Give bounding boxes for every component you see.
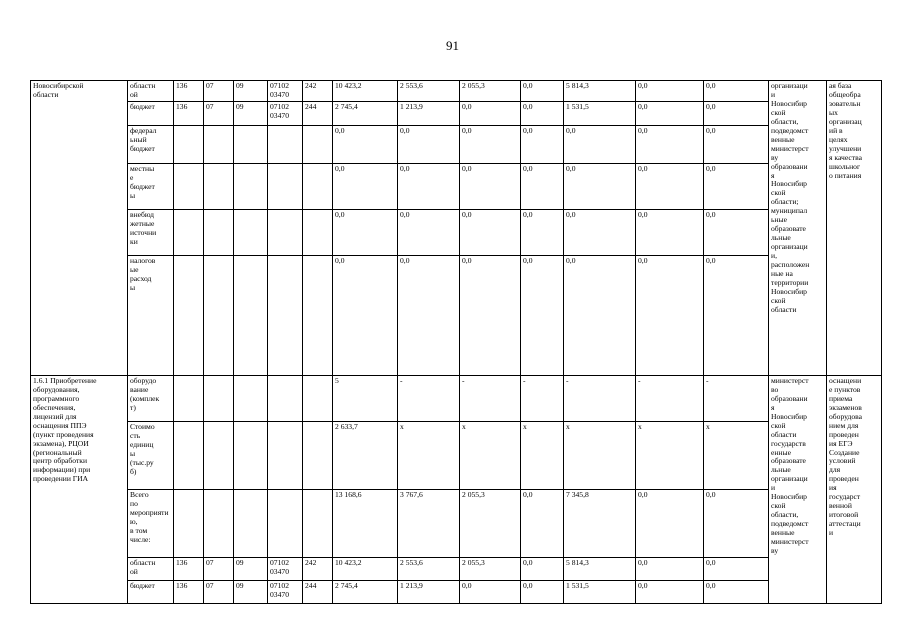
cell-y6: 0,0	[704, 81, 769, 102]
table-row	[31, 421, 882, 489]
cell-total: 0,0	[333, 163, 398, 209]
cell-grbs	[174, 125, 204, 163]
cell-vr	[303, 125, 333, 163]
cell-y5: 0,0	[636, 125, 704, 163]
cell-grbs	[174, 209, 204, 255]
cell-y2: 0,0	[460, 580, 521, 603]
cell-y5: 0,0	[636, 255, 704, 375]
cell-y4: -	[564, 375, 636, 421]
cell-rz: 07	[204, 580, 234, 603]
cell-total: 13 168,6	[333, 489, 398, 557]
cell-y3: 0,0	[521, 101, 564, 125]
table-row	[31, 375, 882, 421]
cell-y2: -	[460, 375, 521, 421]
cell-total: 10 423,2	[333, 81, 398, 102]
cell-rz	[204, 489, 234, 557]
cell-rz	[204, 255, 234, 375]
table-row	[31, 255, 882, 375]
cell-csr: 07102 03470	[268, 580, 303, 603]
cell-y1: 0,0	[398, 255, 460, 375]
cell-y6: 0,0	[704, 580, 769, 603]
executor-cell: министерст во образовани я Новосибир ской области государств енные образовате льные организаци и Новосибир ской области, подведомст венные министерст ву	[769, 375, 827, 603]
cell-csr	[268, 375, 303, 421]
cell-csr	[268, 489, 303, 557]
cell-vr	[303, 421, 333, 489]
cell-grbs	[174, 489, 204, 557]
cell-source: внебюд жетные источни ки	[128, 209, 174, 255]
cell-y2: 2 055,3	[460, 489, 521, 557]
executor-cell: организаци и Новосибир ской области, подведомст венные министерст ву образовани я Новосибир ской области; муниципал ьные образовате льные организаци и, расположен ные на территории Новосибир ской области	[769, 81, 827, 376]
cell-y1: 0,0	[398, 125, 460, 163]
cell-y2: 0,0	[460, 163, 521, 209]
cell-source: областн ой	[128, 557, 174, 580]
cell-vr	[303, 489, 333, 557]
program-table	[30, 80, 882, 604]
table-row	[31, 81, 882, 102]
cell-total: 2 633,7	[333, 421, 398, 489]
cell-csr: 07102 03470	[268, 557, 303, 580]
cell-rz: 07	[204, 557, 234, 580]
cell-pr	[234, 163, 268, 209]
cell-rz: 07	[204, 101, 234, 125]
cell-y1: х	[398, 421, 460, 489]
cell-y1: 1 213,9	[398, 580, 460, 603]
cell-y2: 0,0	[460, 209, 521, 255]
cell-y5: 0,0	[636, 209, 704, 255]
cell-pr: 09	[234, 81, 268, 102]
cell-y5: 0,0	[636, 489, 704, 557]
cell-pr	[234, 125, 268, 163]
cell-vr	[303, 255, 333, 375]
cell-source: бюджет	[128, 580, 174, 603]
cell-y3: 0,0	[521, 81, 564, 102]
cell-y3: 0,0	[521, 125, 564, 163]
cell-y4: 0,0	[564, 255, 636, 375]
table-row	[31, 101, 882, 125]
cell-y3: 0,0	[521, 557, 564, 580]
cell-csr	[268, 163, 303, 209]
cell-y3: 0,0	[521, 580, 564, 603]
cell-y3: 0,0	[521, 163, 564, 209]
cell-vr	[303, 209, 333, 255]
cell-grbs	[174, 163, 204, 209]
table-row	[31, 489, 882, 557]
cell-y6: 0,0	[704, 125, 769, 163]
page-number: 91	[446, 38, 459, 53]
cell-grbs: 136	[174, 557, 204, 580]
measure-name-cell: 1.6.1 Приобретение оборудования, программного обеспечения, лицензий для оснащения ППЭ (пункт проведения экзамена), РЦОИ (региональный центр обработки информации) при проведении ГИА	[31, 375, 128, 603]
cell-y5: 0,0	[636, 81, 704, 102]
cell-pr	[234, 209, 268, 255]
cell-y4: 1 531,5	[564, 101, 636, 125]
cell-y6: -	[704, 375, 769, 421]
cell-y2: 0,0	[460, 255, 521, 375]
cell-source: Стоимо сть единиц ы (тыс.ру б)	[128, 421, 174, 489]
cell-y3: 0,0	[521, 209, 564, 255]
cell-pr: 09	[234, 580, 268, 603]
cell-csr: 07102 03470	[268, 101, 303, 125]
result-cell: ая база общеобра зовательн ых организац ий в целях улучшени я качества школьног о питания	[827, 81, 882, 376]
cell-y6: 0,0	[704, 489, 769, 557]
cell-y3: 0,0	[521, 489, 564, 557]
cell-vr: 244	[303, 580, 333, 603]
cell-total: 2 745,4	[333, 101, 398, 125]
cell-total: 2 745,4	[333, 580, 398, 603]
cell-vr: 242	[303, 81, 333, 102]
cell-total: 0,0	[333, 209, 398, 255]
cell-csr	[268, 421, 303, 489]
cell-pr: 09	[234, 557, 268, 580]
cell-pr	[234, 421, 268, 489]
cell-vr	[303, 375, 333, 421]
table-row	[31, 209, 882, 255]
cell-rz	[204, 421, 234, 489]
cell-y4: 0,0	[564, 209, 636, 255]
cell-y4: 5 814,3	[564, 557, 636, 580]
cell-y5: 0,0	[636, 557, 704, 580]
cell-y4: 0,0	[564, 125, 636, 163]
cell-rz: 07	[204, 81, 234, 102]
cell-source: федерал ьный бюджет	[128, 125, 174, 163]
cell-total: 10 423,2	[333, 557, 398, 580]
cell-y5: 0,0	[636, 580, 704, 603]
cell-grbs: 136	[174, 81, 204, 102]
cell-y1: 2 553,6	[398, 557, 460, 580]
cell-csr: 07102 03470	[268, 81, 303, 102]
cell-y4: 7 345,8	[564, 489, 636, 557]
cell-y5: -	[636, 375, 704, 421]
cell-y2: 0,0	[460, 101, 521, 125]
cell-source: бюджет	[128, 101, 174, 125]
cell-y2: 0,0	[460, 125, 521, 163]
cell-y1: 0,0	[398, 163, 460, 209]
measure-name-cell: Новосибирской области	[31, 81, 128, 376]
cell-rz	[204, 163, 234, 209]
cell-vr: 244	[303, 101, 333, 125]
cell-grbs	[174, 421, 204, 489]
cell-pr	[234, 489, 268, 557]
result-cell: оснащени е пунктов приема экзаменов оборудова нием для проведен ия ЕГЭ Создание условий для проведен ия государст венной итоговой аттестаци и	[827, 375, 882, 603]
cell-y1: -	[398, 375, 460, 421]
cell-grbs	[174, 255, 204, 375]
cell-y4: 5 814,3	[564, 81, 636, 102]
cell-y4: х	[564, 421, 636, 489]
cell-y1: 1 213,9	[398, 101, 460, 125]
cell-y4: 0,0	[564, 163, 636, 209]
cell-source: местны е бюджет ы	[128, 163, 174, 209]
cell-grbs	[174, 375, 204, 421]
cell-source: налогов ые расход ы	[128, 255, 174, 375]
cell-y5: 0,0	[636, 163, 704, 209]
cell-pr: 09	[234, 101, 268, 125]
cell-rz	[204, 125, 234, 163]
cell-csr	[268, 125, 303, 163]
cell-y3: -	[521, 375, 564, 421]
cell-total: 0,0	[333, 255, 398, 375]
table-row	[31, 580, 882, 603]
cell-y2: 2 055,3	[460, 557, 521, 580]
cell-rz	[204, 375, 234, 421]
table-row	[31, 557, 882, 580]
cell-y5: 0,0	[636, 101, 704, 125]
cell-y6: 0,0	[704, 209, 769, 255]
cell-source: оборудо вание (комплек т)	[128, 375, 174, 421]
cell-vr: 242	[303, 557, 333, 580]
cell-y6: 0,0	[704, 557, 769, 580]
cell-pr	[234, 255, 268, 375]
cell-y2: х	[460, 421, 521, 489]
cell-vr	[303, 163, 333, 209]
cell-y3: х	[521, 421, 564, 489]
cell-y5: х	[636, 421, 704, 489]
cell-rz	[204, 209, 234, 255]
cell-y4: 1 531,5	[564, 580, 636, 603]
cell-y1: 2 553,6	[398, 81, 460, 102]
cell-y6: 0,0	[704, 163, 769, 209]
cell-total: 5	[333, 375, 398, 421]
cell-y6: х	[704, 421, 769, 489]
cell-y6: 0,0	[704, 255, 769, 375]
cell-source: Всего по мероприятию, в том числе:	[128, 489, 174, 557]
cell-pr	[234, 375, 268, 421]
cell-source: областн ой	[128, 81, 174, 102]
cell-y6: 0,0	[704, 101, 769, 125]
table-row	[31, 163, 882, 209]
cell-csr	[268, 255, 303, 375]
cell-total: 0,0	[333, 125, 398, 163]
cell-y2: 2 055,3	[460, 81, 521, 102]
table-row	[31, 125, 882, 163]
cell-csr	[268, 209, 303, 255]
cell-y1: 0,0	[398, 209, 460, 255]
cell-grbs: 136	[174, 101, 204, 125]
cell-grbs: 136	[174, 580, 204, 603]
cell-y1: 3 767,6	[398, 489, 460, 557]
cell-y3: 0,0	[521, 255, 564, 375]
